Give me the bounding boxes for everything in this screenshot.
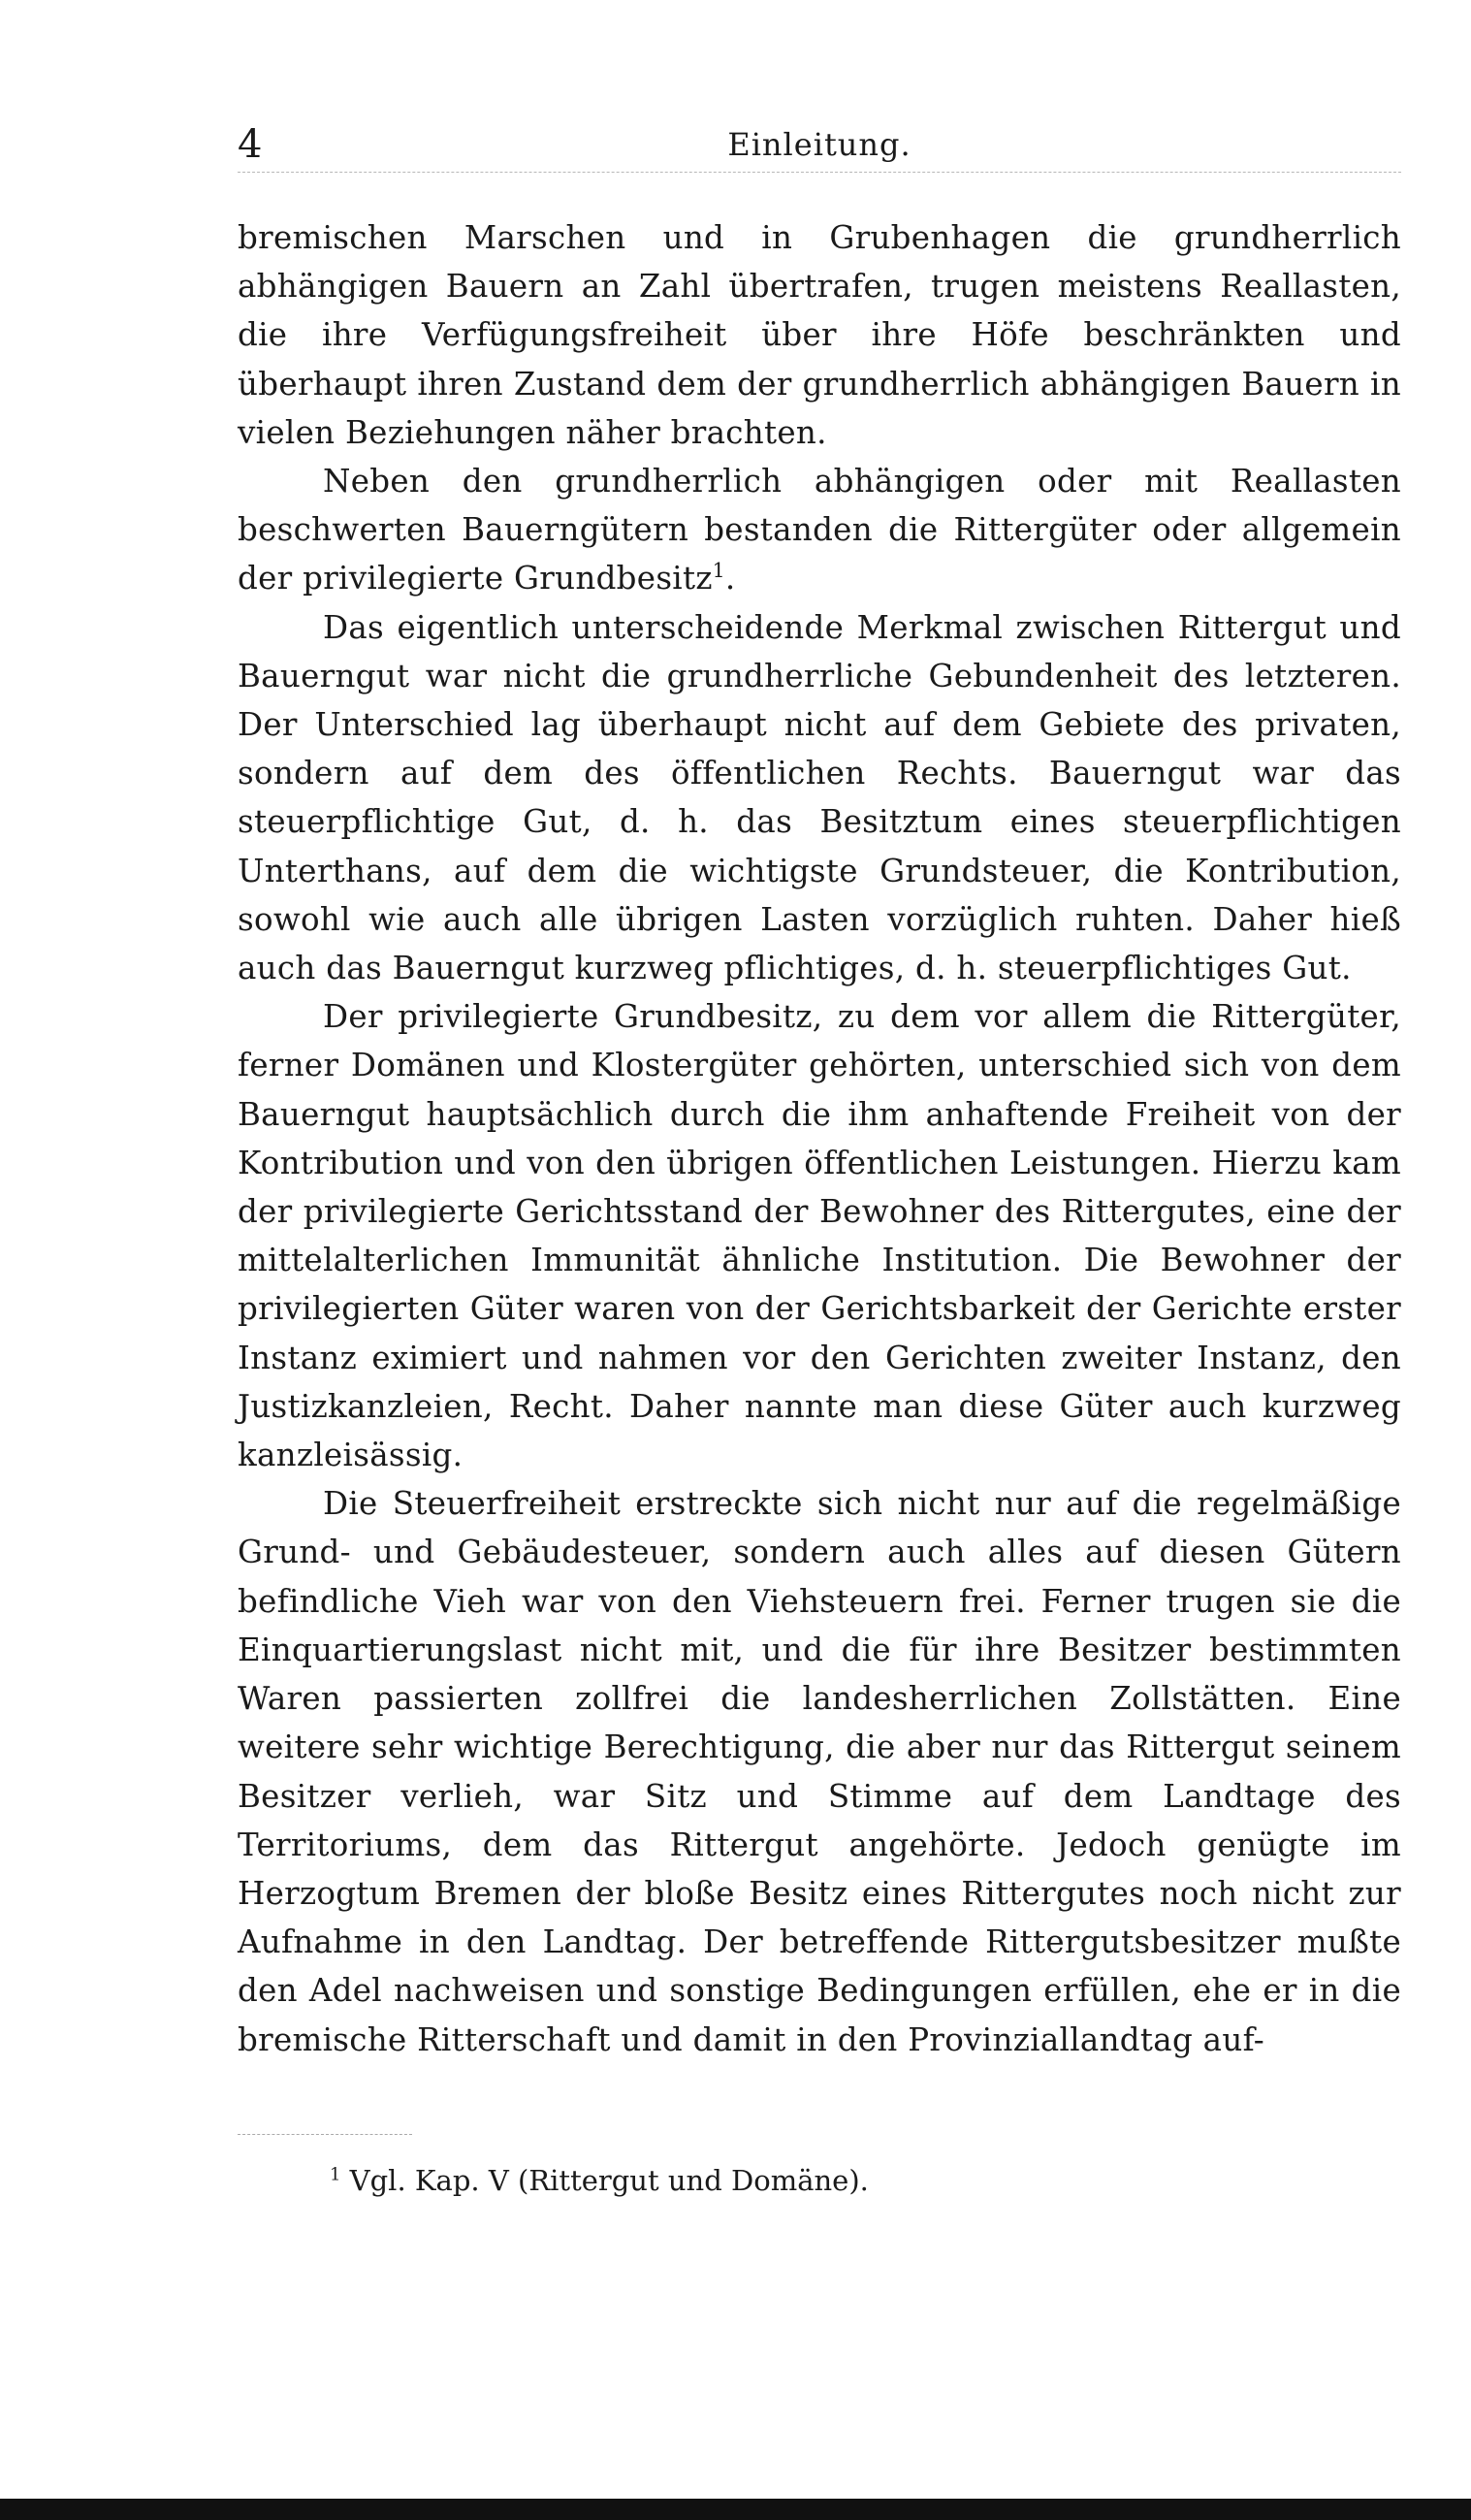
sentence-end: . (724, 560, 736, 598)
footnote (330, 2161, 1299, 2200)
running-title: Einleitung. (727, 126, 911, 163)
footnote-text: Vgl. Kap. V (Rittergut und Domäne). (349, 2164, 869, 2197)
footnote-rule (238, 2134, 412, 2135)
paragraph: Die Steuerfreiheit erstreckte sich nicht nur auf die regelmäßige Grund- und Gebäudesteuer, sondern auch alles auf diesen Gütern befindliche Vieh war von den Viehsteuern frei. Ferner trugen sie die Einquartierungslast nicht mit, und die für ihre Besitzer bestimmten Waren passierten zollfrei die landesherrlichen Zollstätten. Eine weitere sehr wichtige Berechtigung, die aber nur das Rittergut seinem Besitzer verlieh, war Sitz und Stimme auf dem Landtage des Territoriums, dem das Rittergut angehörte. Jedoch genügte im Herzogtum Bremen der bloße Besitz eines Rittergutes noch nicht zur Aufnahme in den Landtag. Der betreffende Rittergutsbesitzer mußte den Adel nachweisen und sonstige Bedingungen erfüllen, ehe er in die bremische Ritterschaft und damit in den Provinziallandtag auf- (238, 1485, 1401, 2058)
page-header (238, 121, 1401, 179)
paragraph: Der privilegierte Grundbesitz, zu dem vor allem die Rittergüter, ferner Domänen und Klostergüter gehörten, unterschied sich von dem Bauerngut hauptsächlich durch die ihm anhaftende Freiheit von der Kontribution und von den übrigen öffentlichen Leistungen. Hierzu kam der privilegierte Gerichtsstand der Bewohner des Rittergutes, eine der mittelalterlichen Immunität ähnliche Institution. Die Bewohner der privilegierten Güter waren von der Gerichtsbarkeit der Gerichte erster Instanz eximiert und nahmen vor den Gerichten zweiter Instanz, den Justizkanzleien, Recht. Daher nannte man diese Güter auch kurzweg kanzleisässig. (238, 998, 1401, 1474)
paragraph (238, 457, 1401, 603)
footnote-reference: 1 (712, 559, 725, 583)
scan-bottom-edge (0, 2499, 1471, 2520)
page-number: 4 (238, 122, 263, 167)
main-text (238, 213, 1401, 2064)
paragraph-text: Neben den grundherrlich abhängigen oder mit Reallasten beschwerten Bauerngütern bestanden die Rittergüter oder allgemein der privilegierte Grundbesitz (238, 463, 1401, 598)
header-rule (238, 172, 1401, 173)
paragraph-continuation: bremischen Marschen und in Grubenhagen die grundherrlich abhängigen Bauern an Zahl übertrafen, trugen meistens Reallasten, die ihre Verfügungsfreiheit über ihre Höfe beschränkten und überhaupt ihren Zustand dem der grundherrlich abhängigen Bauern in vielen Beziehungen näher brachten. (238, 219, 1401, 451)
footnote-marker: 1 (330, 2164, 341, 2185)
paragraph: Das eigentlich unterscheidende Merkmal zwischen Rittergut und Bauerngut war nicht die grundherrliche Gebundenheit des letzteren. Der Unterschied lag überhaupt nicht auf dem Gebiete des privaten, sondern auf dem des öffentlichen Rechts. Bauerngut war das steuerpflichtige Gut, d. h. das Besitztum eines steuerpflichtigen Unterthans, auf dem die wichtigste Grundsteuer, die Kontribution, sowohl wie auch alle übrigen Lasten vorzüglich ruhten. Daher hieß auch das Bauerngut kurzweg pflichtiges, d. h. steuerpflichtiges Gut. (238, 608, 1401, 987)
